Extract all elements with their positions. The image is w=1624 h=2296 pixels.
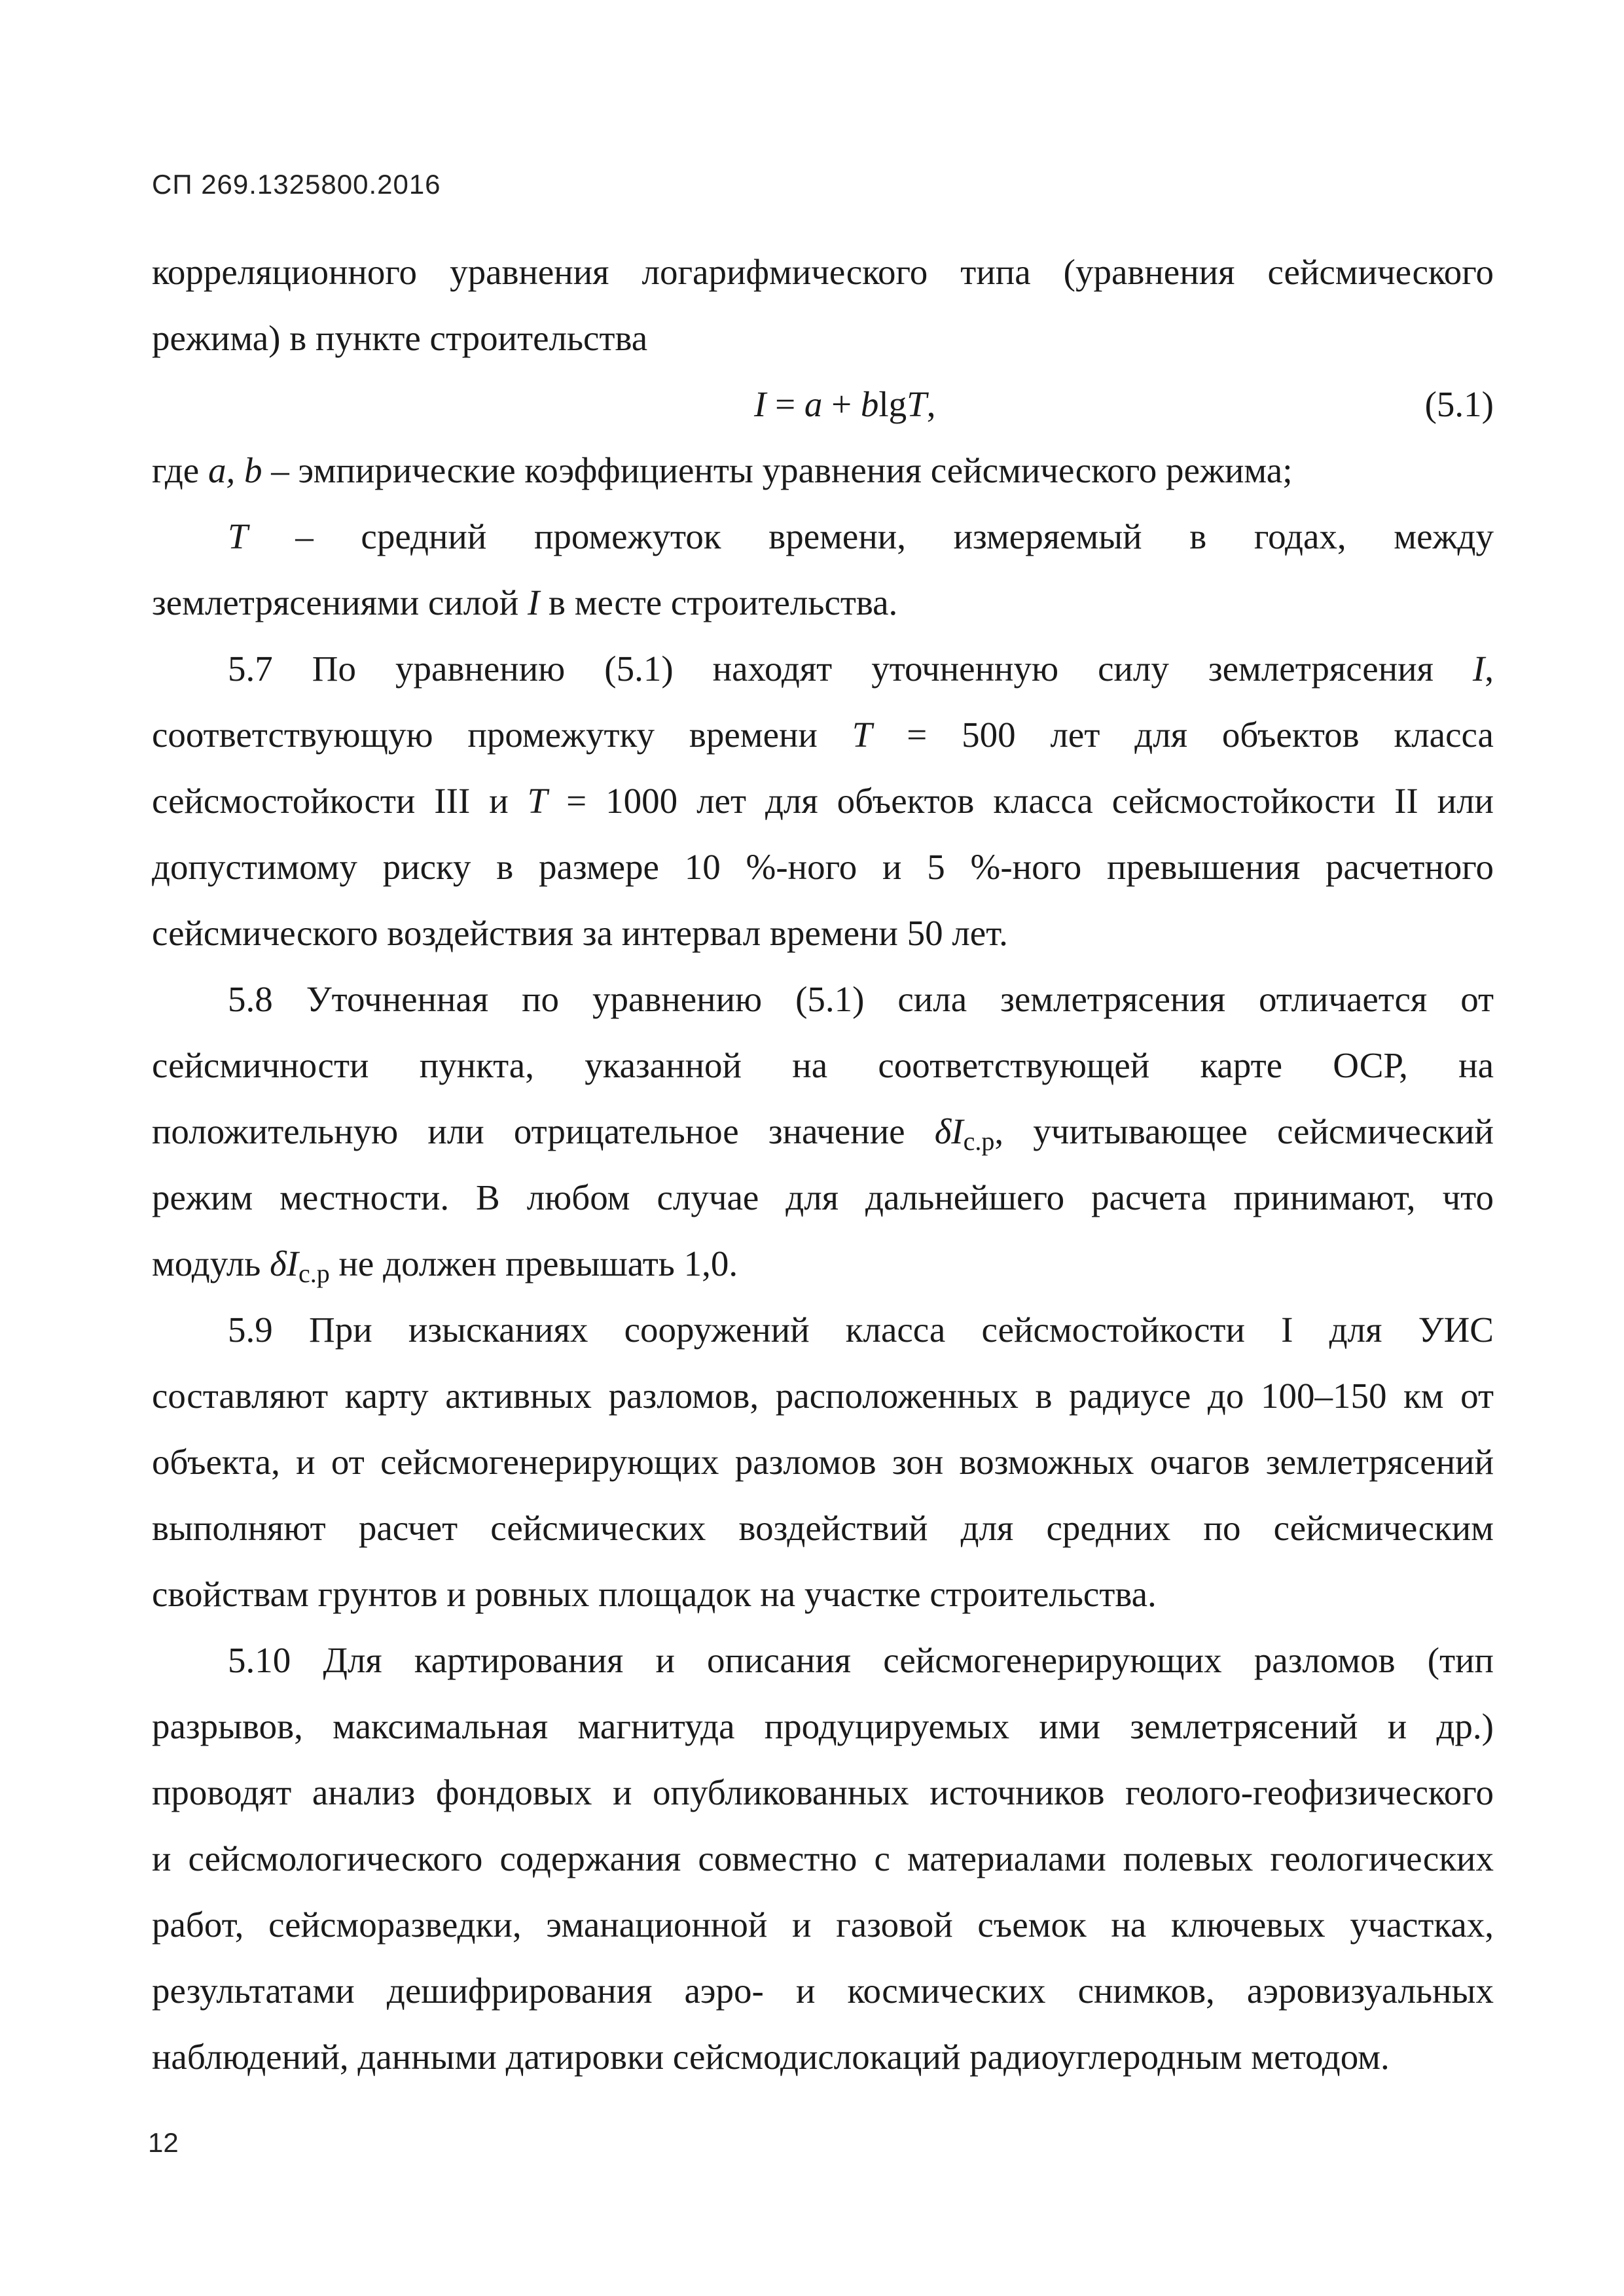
clause-5-10-line: результатами дешифрирования аэро- и космических снимков, аэровизуальных xyxy=(152,1971,1494,2011)
clause-5-9-line: объекта, и от сейсмогенерирующих разломов зон возможных очагов землетрясений xyxy=(152,1442,1494,1482)
where-definition-line: T – средний промежуток времени, измеряемый в годах, между xyxy=(228,516,1494,556)
clause-5-10-line: разрывов, максимальная магнитуда продуцируемых ими землетрясений и др.) xyxy=(152,1706,1494,1746)
clause-5-7-line: соответствующую промежутку времени T = 500 лет для объектов класса xyxy=(152,715,1494,755)
where-definition-line: где a, b – эмпирические коэффициенты уравнения сейсмического режима; xyxy=(152,450,1293,490)
paragraph-line: режима) в пункте строительства xyxy=(152,318,648,358)
clause-5-7-line: 5.7 По уравнению (5.1) находят уточненную силу землетрясения I, xyxy=(228,649,1494,689)
clause-5-10-line: работ, сейсморазведки, эманационной и газовой съемок на ключевых участках, xyxy=(152,1905,1494,1945)
clause-5-7-line: сейсмического воздействия за интервал времени 50 лет. xyxy=(152,913,1008,953)
clause-5-10-line: 5.10 Для картирования и описания сейсмогенерирующих разломов (тип xyxy=(228,1640,1494,1680)
clause-5-8-line: модуль $\delta I_{с.р}$ не должен превышать 1,0. xyxy=(152,1244,738,1288)
equation-5-1 xyxy=(152,371,1494,437)
document-code-header: СП 269.1325800.2016 xyxy=(152,169,441,200)
equation-number: (5.1) xyxy=(1424,384,1494,424)
clause-5-10-line: наблюдений, данными датировки сейсмодислокаций радиоуглеродным методом. xyxy=(152,2037,1390,2077)
clause-5-8-line: 5.8 Уточненная по уравнению (5.1) сила землетрясения отличается от xyxy=(228,979,1494,1019)
clause-5-9-line: составляют карту активных разломов, расположенных в радиусе до 100–150 км от xyxy=(152,1376,1494,1416)
clause-5-7-line: допустимому риску в размере 10 %-ного и 5 %-ного превышения расчетного xyxy=(152,847,1494,887)
clause-5-9-line: 5.9 При изысканиях сооружений класса сейсмостойкости I для УИС xyxy=(228,1310,1494,1350)
clause-5-8-line: положительную или отрицательное значение $\delta I_{с.р}$, учитывающее сейсмический xyxy=(152,1111,1494,1156)
clause-5-9-line: свойствам грунтов и ровных площадок на участке строительства. xyxy=(152,1574,1157,1614)
clause-5-8-line: режим местности. В любом случае для дальнейшего расчета принимают, что xyxy=(152,1177,1494,1217)
clause-5-10-line: проводят анализ фондовых и опубликованных источников геолого-геофизического xyxy=(152,1772,1494,1812)
document-body xyxy=(152,239,1494,2090)
where-definition-line: землетрясениями силой I в месте строительства. xyxy=(152,583,898,622)
equation-formula: I = a + blgT, xyxy=(754,384,936,424)
page-number: 12 xyxy=(148,2127,179,2158)
clause-5-10-line: и сейсмологического содержания совместно с материалами полевых геологических xyxy=(152,1839,1494,1878)
clause-5-9-line: выполняют расчет сейсмических воздействий для средних по сейсмическим xyxy=(152,1508,1494,1548)
paragraph-line: корреляционного уравнения логарифмического типа (уравнения сейсмического xyxy=(152,252,1494,292)
clause-5-8-line: сейсмичности пункта, указанной на соответствующей карте ОСР, на xyxy=(152,1045,1494,1085)
clause-5-7-line: сейсмостойкости III и T = 1000 лет для объектов класса сейсмостойкости II или xyxy=(152,781,1494,821)
